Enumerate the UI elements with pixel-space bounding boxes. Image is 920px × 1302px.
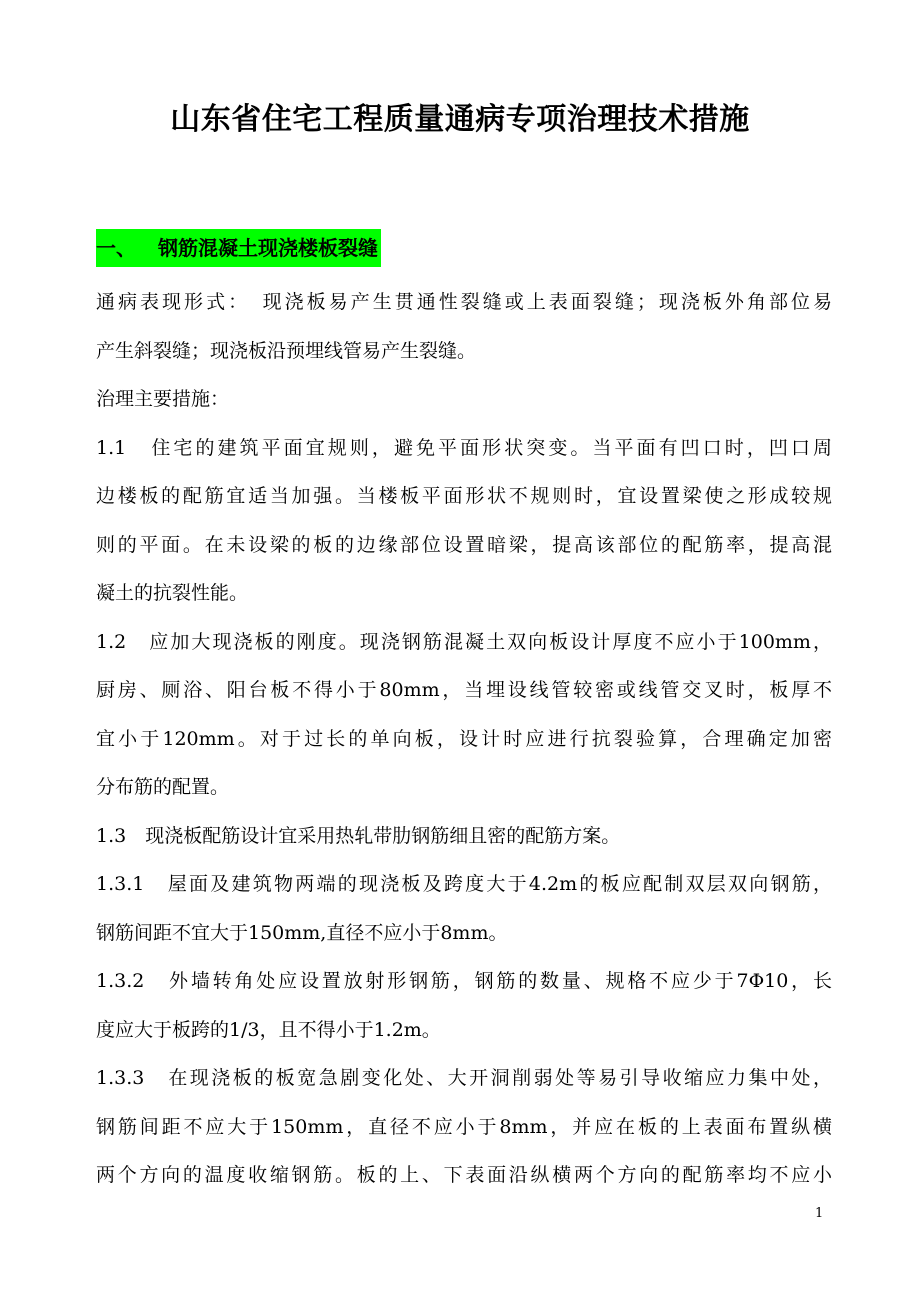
text-line: 则的平面。在未设梁的板的边缘部位设置暗梁，提高该部位的配筋率，提高混 [96,533,832,556]
section-heading [96,229,381,267]
section-number: 一、 [96,236,136,260]
text-line: 1.3 现浇板配筋设计宜采用热轧带肋钢筋细且密的配筋方案。 [96,824,621,847]
text-line: 1.1 住宅的建筑平面宜规则，避免平面形状突变。当平面有凹口时，凹口周 [96,436,832,459]
document-body [96,278,832,1200]
text-line: 度应大于板跨的1/3，且不得小于1.2m。 [96,1018,441,1041]
text-line: 宜小于120mm。对于过长的单向板，设计时应进行抗裂验算，合理确定加密 [96,727,832,750]
page-number: 1 [815,1206,824,1221]
text-line: 1.3.3 在现浇板的板宽急剧变化处、大开洞削弱处等易引导收缩应力集中处， [96,1067,832,1089]
text-line: 1.3.2 外墙转角处应设置放射形钢筋，钢筋的数量、规格不应少于7Φ10，长 [96,970,832,992]
text-line: 治理主要措施： [96,388,230,410]
text-line: 边楼板的配筋宜适当加强。当楼板平面形状不规则时，宜设置梁使之形成较规 [96,485,832,507]
text-line: 凝土的抗裂性能。 [96,582,249,604]
text-line: 钢筋间距不宜大于150mm,直径不应小于8mm。 [96,921,508,944]
document-title: 山东省住宅工程质量通病专项治理技术措施 [170,102,750,137]
text-line: 厨房、厕浴、阳台板不得小于80mm，当埋设线管较密或线管交叉时，板厚不 [96,679,832,701]
text-line: 产生斜裂缝；现浇板沿预埋线管易产生裂缝。 [96,339,477,362]
text-line: 钢筋间距不应大于150mm，直径不应小于8mm，并应在板的上表面布置纵横 [96,1115,832,1138]
section-heading-text: 钢筋混凝土现浇楼板裂缝 [158,236,378,260]
text-line: 1.3.1 屋面及建筑物两端的现浇板及跨度大于4.2m的板应配制双层双向钢筋， [96,873,832,895]
text-line: 两个方向的温度收缩钢筋。板的上、下表面沿纵横两个方向的配筋率均不应小 [96,1164,832,1186]
text-line: 分布筋的配置。 [96,776,230,798]
text-line: 通病表现形式： 现浇板易产生贯通性裂缝或上表面裂缝；现浇板外角部位易 [96,291,832,313]
text-line: 1.2 应加大现浇板的刚度。现浇钢筋混凝土双向板设计厚度不应小于100mm， [96,630,832,653]
